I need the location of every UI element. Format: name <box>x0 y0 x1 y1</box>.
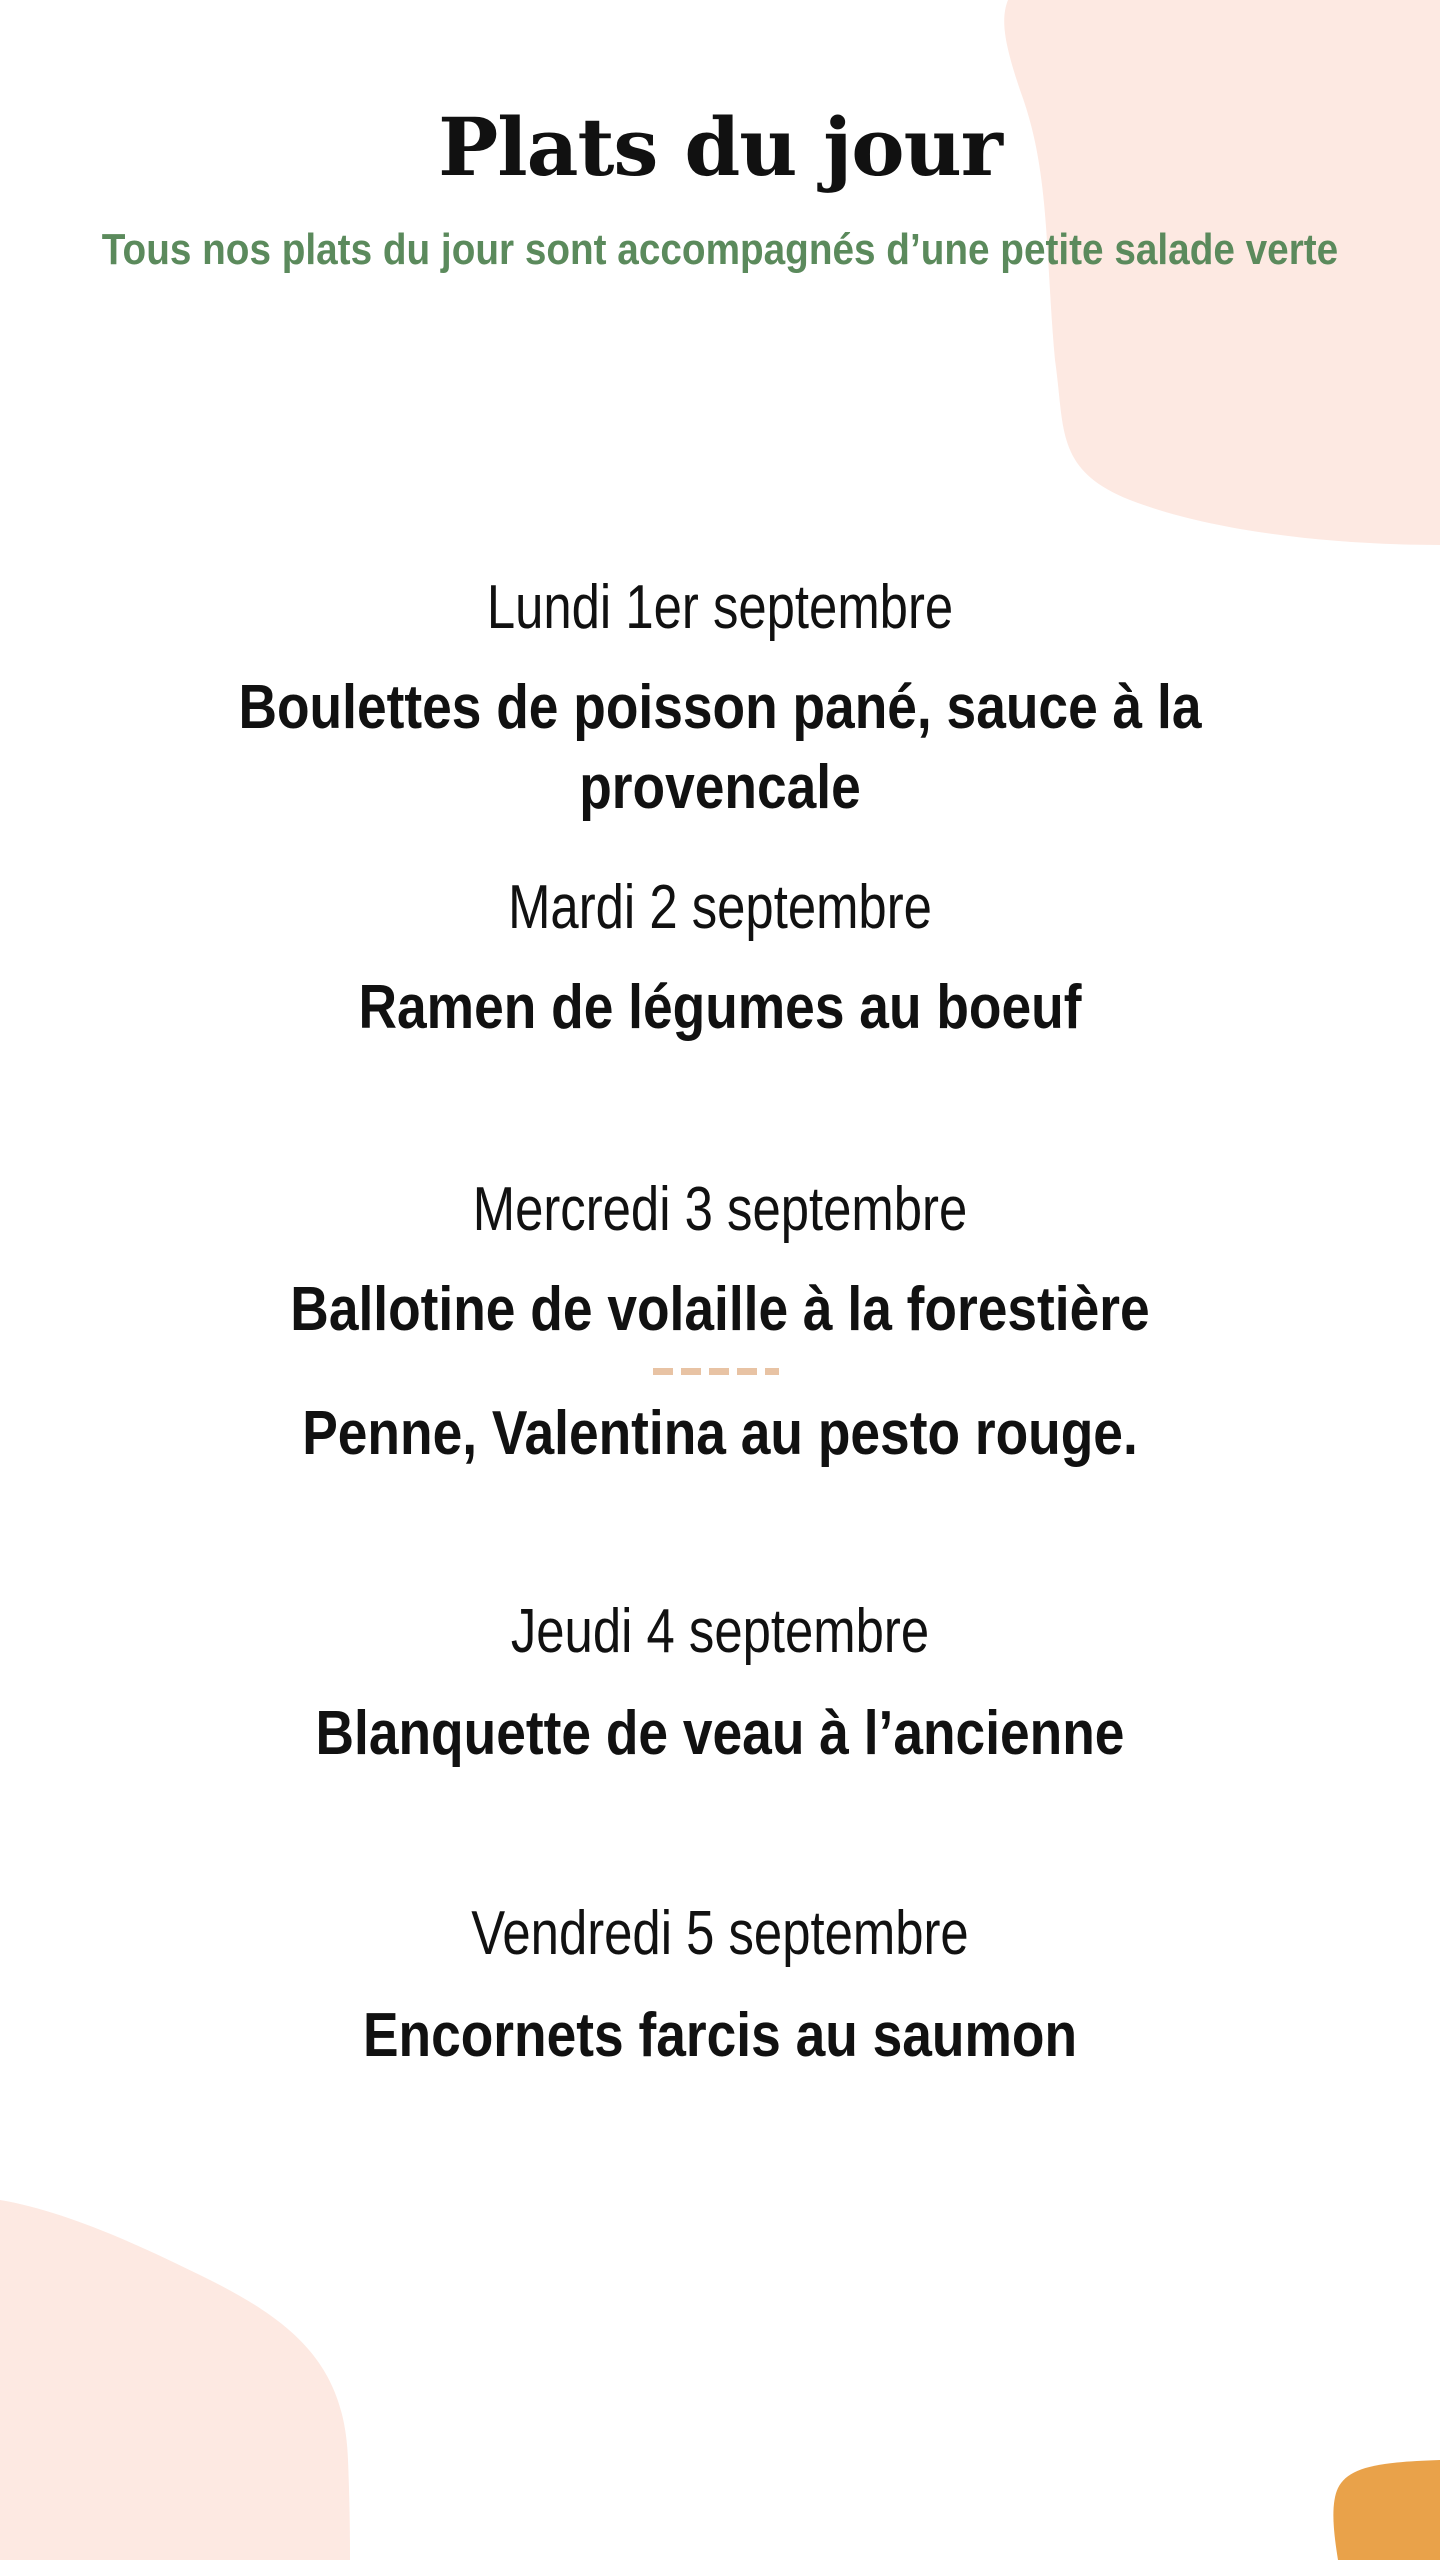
decorative-blob-top-right <box>960 0 1440 560</box>
decorative-blob-bottom-right <box>1320 2440 1440 2560</box>
day-date-friday: Vendredi 5 septembre <box>471 1899 969 1968</box>
dish-monday: Boulettes de poisson pané, sauce à la provencale <box>238 673 1202 822</box>
day-date-tuesday: Mardi 2 septembre <box>508 873 932 942</box>
day-date-monday: Lundi 1er septembre <box>486 573 954 642</box>
dish-thursday: Blanquette de veau à l’ancienne <box>315 1699 1125 1768</box>
decorative-blob-bottom-left <box>0 2180 360 2560</box>
day-date-wednesday: Mercredi 3 septembre <box>472 1175 968 1244</box>
page-title: Plats du jour <box>438 100 1002 194</box>
dish-wednesday-1: Ballotine de volaille à la forestière <box>290 1275 1150 1344</box>
dish-tuesday: Ramen de légumes au boeuf <box>358 973 1082 1042</box>
day-date-thursday: Jeudi 4 septembre <box>510 1597 930 1666</box>
page-subtitle: Tous nos plats du jour sont accompagnés d’une petite salade verte <box>101 225 1339 274</box>
dish-divider <box>653 1368 793 1376</box>
dish-friday: Encornets farcis au saumon <box>362 2001 1078 2070</box>
dish-wednesday-2: Penne, Valentina au pesto rouge. <box>302 1399 1138 1468</box>
